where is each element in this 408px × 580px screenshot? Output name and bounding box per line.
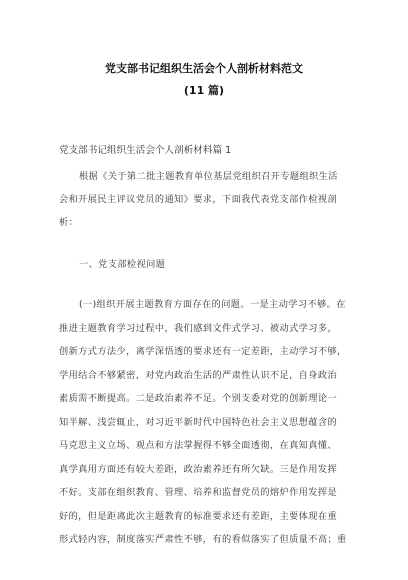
paragraph-line: 不好。支部在组织教育、管理、培养和监督党员的熔炉作用发挥是 <box>59 487 338 498</box>
document-subtitle: (11 篇) <box>183 84 225 97</box>
section-subheading: 一、党支部检视问题 <box>79 259 166 270</box>
paragraph-line: 真学真用方面还有较大差距，政治素养还有所欠缺。三是作用发挥 <box>59 464 338 475</box>
paragraph-line: 马克思主义立场、观点和方法掌握得不够全面透彻，在真知真懂、 <box>59 440 338 451</box>
paragraph-line: 创新方式方法少，离学深悟透的要求还有一定差距，主动学习不够， <box>59 346 347 357</box>
paragraph-line: 析： <box>59 217 79 228</box>
paragraph-line: 好的，但是距离此次主题教育的标准要求还有差距，主要体现在重 <box>59 511 338 522</box>
paragraph-line: 会和开展民主评议党员的通知》要求，下面我代表党支部作检视剖 <box>59 194 338 205</box>
section-heading: 党支部书记组织生活会个人剖析材料篇 1 <box>59 145 232 156</box>
paragraph-line: 素质需不断提高。二是政治素养不足。个别支委对党的创新理论一 <box>59 393 338 404</box>
paragraph-line: 知半解、浅尝辄止，对习近平新时代中国特色社会主义思想蕴含的 <box>59 417 338 428</box>
paragraph-line: (一)组织开展主题教育方面存在的问题。一是主动学习不够。在 <box>79 299 346 310</box>
paragraph-line: 学用结合不够紧密，对党内政治生活的严肃性认识不足，自身政治 <box>59 370 338 381</box>
document-title: 党支部书记组织生活会个人剖析材料范文 <box>105 62 303 75</box>
paragraph-line: 形式轻内容，制度落实严肃性不够，有的看似落实了但质量不高；重 <box>59 534 347 545</box>
paragraph-line: 根据《关于第二批主题教育单位基层党组织召开专题组织生活 <box>79 171 338 182</box>
paragraph-line: 推进主题教育学习过程中，我们感到文件式学习、被动式学习多， <box>59 323 338 334</box>
